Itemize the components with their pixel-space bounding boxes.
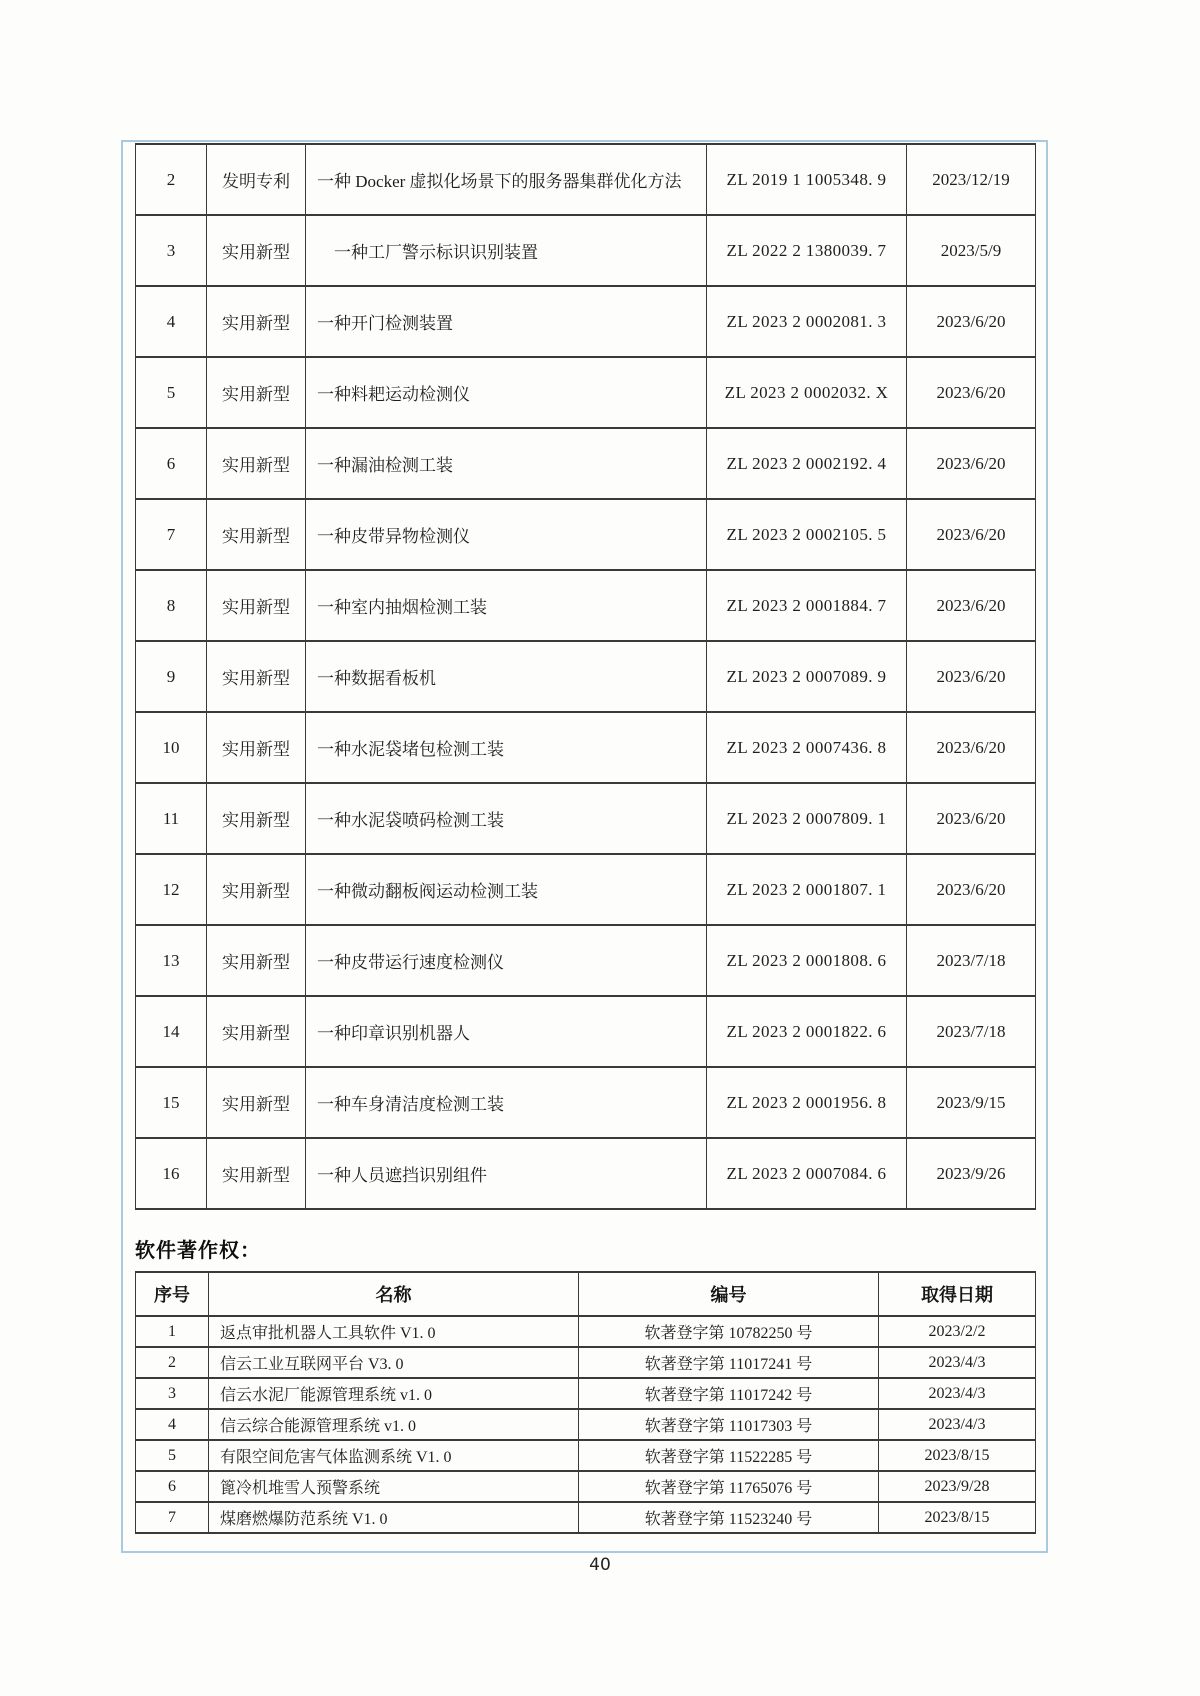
cell-date: 2023/6/20 [907, 286, 1036, 357]
cell-type: 实用新型 [207, 357, 306, 428]
cell-number: ZL 2023 2 0002192. 4 [707, 428, 907, 499]
cell-name: 一种工厂警示标识识别装置 [306, 215, 707, 286]
cell-date: 2023/9/26 [907, 1138, 1036, 1209]
cell-date: 2023/2/2 [879, 1316, 1036, 1347]
cell-type: 发明专利 [207, 144, 306, 215]
cell-number: ZL 2023 2 0002081. 3 [707, 286, 907, 357]
cell-date: 2023/9/15 [907, 1067, 1036, 1138]
cell-date: 2023/6/20 [907, 641, 1036, 712]
cell-name: 信云工业互联网平台 V3. 0 [209, 1347, 579, 1378]
cell-number: 软著登字第 11017241 号 [579, 1347, 879, 1378]
cell-no: 5 [136, 1440, 209, 1471]
cell-number: ZL 2023 2 0001956. 8 [707, 1067, 907, 1138]
cell-type: 实用新型 [207, 286, 306, 357]
cell-no: 9 [136, 641, 207, 712]
table-row [136, 215, 1036, 286]
cell-name: 信云水泥厂能源管理系统 v1. 0 [209, 1378, 579, 1409]
patents-table [135, 143, 1036, 1210]
cell-number: ZL 2023 2 0001808. 6 [707, 925, 907, 996]
cell-no: 13 [136, 925, 207, 996]
header-cell-date: 取得日期 [879, 1272, 1036, 1316]
cell-type: 实用新型 [207, 783, 306, 854]
cell-number: ZL 2023 2 0007084. 6 [707, 1138, 907, 1209]
cell-number: 软著登字第 11017242 号 [579, 1378, 879, 1409]
cell-date: 2023/12/19 [907, 144, 1036, 215]
software-copyright-heading: 软件著作权： [135, 1238, 261, 1262]
table-row [136, 499, 1036, 570]
cell-number: ZL 2023 2 0001807. 1 [707, 854, 907, 925]
table-row [136, 1347, 1036, 1378]
cell-name: 有限空间危害气体监测系统 V1. 0 [209, 1440, 579, 1471]
table-row [136, 1502, 1036, 1533]
cell-type: 实用新型 [207, 1067, 306, 1138]
cell-date: 2023/6/20 [907, 570, 1036, 641]
cell-name: 一种印章识别机器人 [306, 996, 707, 1067]
cell-name: 篦冷机堆雪人预警系统 [209, 1471, 579, 1502]
table-row [136, 144, 1036, 215]
cell-name: 一种数据看板机 [306, 641, 707, 712]
table-row [136, 996, 1036, 1067]
cell-name: 一种水泥袋堵包检测工装 [306, 712, 707, 783]
table-row [136, 428, 1036, 499]
cell-number: 软著登字第 11522285 号 [579, 1440, 879, 1471]
cell-no: 10 [136, 712, 207, 783]
cell-name: 一种漏油检测工装 [306, 428, 707, 499]
cell-date: 2023/7/18 [907, 925, 1036, 996]
cell-name: 煤磨燃爆防范系统 V1. 0 [209, 1502, 579, 1533]
cell-name: 一种水泥袋喷码检测工装 [306, 783, 707, 854]
cell-date: 2023/6/20 [907, 783, 1036, 854]
cell-date: 2023/6/20 [907, 854, 1036, 925]
cell-name: 一种室内抽烟检测工装 [306, 570, 707, 641]
header-cell-no: 序号 [136, 1272, 209, 1316]
cell-date: 2023/4/3 [879, 1347, 1036, 1378]
header-cell-name: 名称 [209, 1272, 579, 1316]
page-number: 40 [589, 1555, 611, 1575]
cell-number: ZL 2023 2 0007436. 8 [707, 712, 907, 783]
cell-no: 16 [136, 1138, 207, 1209]
cell-no: 3 [136, 1378, 209, 1409]
cell-no: 1 [136, 1316, 209, 1347]
table-row [136, 925, 1036, 996]
table-row [136, 712, 1036, 783]
table-row [136, 641, 1036, 712]
cell-no: 14 [136, 996, 207, 1067]
cell-number: 软著登字第 11523240 号 [579, 1502, 879, 1533]
cell-type: 实用新型 [207, 215, 306, 286]
cell-name: 一种微动翻板阀运动检测工装 [306, 854, 707, 925]
cell-name: 信云综合能源管理系统 v1. 0 [209, 1409, 579, 1440]
table-row [136, 1067, 1036, 1138]
cell-number: ZL 2019 1 1005348. 9 [707, 144, 907, 215]
cell-no: 11 [136, 783, 207, 854]
cell-date: 2023/6/20 [907, 428, 1036, 499]
cell-no: 7 [136, 1502, 209, 1533]
cell-date: 2023/8/15 [879, 1440, 1036, 1471]
table-row [136, 1440, 1036, 1471]
cell-type: 实用新型 [207, 1138, 306, 1209]
table-row [136, 286, 1036, 357]
cell-date: 2023/4/3 [879, 1378, 1036, 1409]
header-cell-number: 编号 [579, 1272, 879, 1316]
cell-name: 一种料耙运动检测仪 [306, 357, 707, 428]
cell-number: 软著登字第 11765076 号 [579, 1471, 879, 1502]
cell-date: 2023/4/3 [879, 1409, 1036, 1440]
cell-number: ZL 2023 2 0007089. 9 [707, 641, 907, 712]
software-copyright-table [135, 1271, 1036, 1534]
cell-number: 软著登字第 11017303 号 [579, 1409, 879, 1440]
cell-number: ZL 2023 2 0002105. 5 [707, 499, 907, 570]
cell-date: 2023/6/20 [907, 357, 1036, 428]
cell-number: ZL 2022 2 1380039. 7 [707, 215, 907, 286]
patents-table-body [136, 144, 1036, 1209]
cell-no: 5 [136, 357, 207, 428]
cell-type: 实用新型 [207, 712, 306, 783]
software-table-body [136, 1316, 1036, 1533]
cell-date: 2023/8/15 [879, 1502, 1036, 1533]
cell-number: ZL 2023 2 0001884. 7 [707, 570, 907, 641]
table-row [136, 1138, 1036, 1209]
software-table-header-row [136, 1272, 1036, 1316]
cell-type: 实用新型 [207, 499, 306, 570]
cell-name: 返点审批机器人工具软件 V1. 0 [209, 1316, 579, 1347]
cell-type: 实用新型 [207, 570, 306, 641]
cell-date: 2023/6/20 [907, 712, 1036, 783]
cell-number: ZL 2023 2 0001822. 6 [707, 996, 907, 1067]
cell-no: 4 [136, 286, 207, 357]
cell-number: ZL 2023 2 0002032. X [707, 357, 907, 428]
cell-no: 2 [136, 1347, 209, 1378]
table-row [136, 1471, 1036, 1502]
cell-name: 一种皮带异物检测仪 [306, 499, 707, 570]
cell-name: 一种人员遮挡识别组件 [306, 1138, 707, 1209]
cell-no: 6 [136, 428, 207, 499]
cell-type: 实用新型 [207, 641, 306, 712]
cell-no: 4 [136, 1409, 209, 1440]
table-row [136, 570, 1036, 641]
table-row [136, 783, 1036, 854]
table-row [136, 357, 1036, 428]
cell-no: 6 [136, 1471, 209, 1502]
table-row [136, 854, 1036, 925]
cell-name: 一种 Docker 虚拟化场景下的服务器集群优化方法 [306, 144, 707, 215]
cell-date: 2023/6/20 [907, 499, 1036, 570]
table-row [136, 1316, 1036, 1347]
cell-no: 12 [136, 854, 207, 925]
cell-type: 实用新型 [207, 996, 306, 1067]
cell-no: 15 [136, 1067, 207, 1138]
cell-no: 3 [136, 215, 207, 286]
table-row [136, 1409, 1036, 1440]
cell-no: 2 [136, 144, 207, 215]
cell-type: 实用新型 [207, 925, 306, 996]
cell-type: 实用新型 [207, 854, 306, 925]
cell-no: 7 [136, 499, 207, 570]
cell-number: 软著登字第 10782250 号 [579, 1316, 879, 1347]
table-row [136, 1378, 1036, 1409]
cell-name: 一种开门检测装置 [306, 286, 707, 357]
cell-date: 2023/9/28 [879, 1471, 1036, 1502]
cell-date: 2023/5/9 [907, 215, 1036, 286]
cell-name: 一种车身清洁度检测工装 [306, 1067, 707, 1138]
cell-date: 2023/7/18 [907, 996, 1036, 1067]
cell-number: ZL 2023 2 0007809. 1 [707, 783, 907, 854]
cell-name: 一种皮带运行速度检测仪 [306, 925, 707, 996]
cell-type: 实用新型 [207, 428, 306, 499]
cell-no: 8 [136, 570, 207, 641]
